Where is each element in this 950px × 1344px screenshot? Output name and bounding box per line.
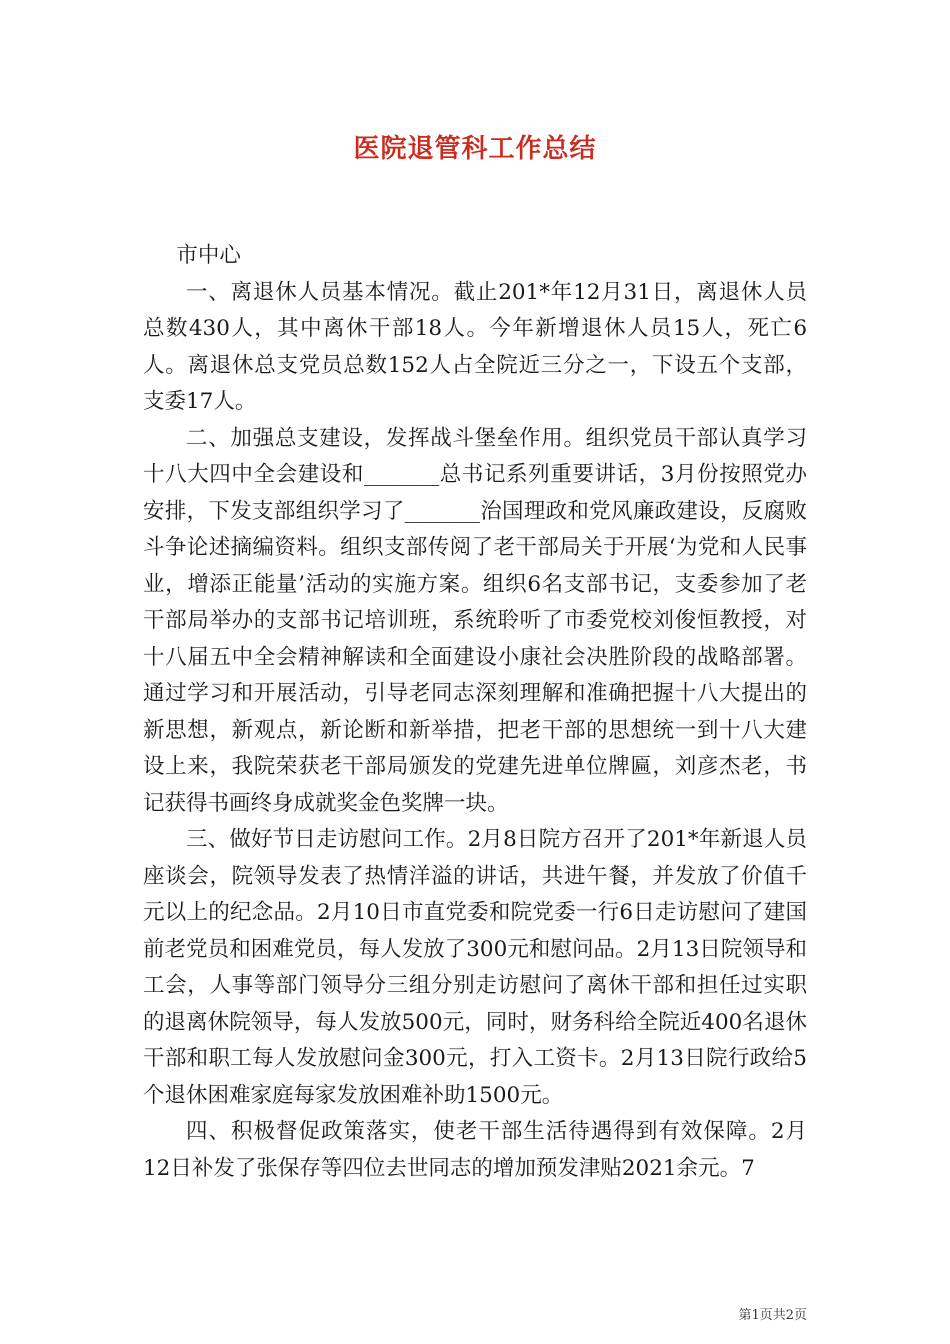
paragraph-holiday-visits: 三、做好节日走访慰问工作。2月8日院方召开了201*年新退人员座谈会，院领导发表了热情洋溢的讲话，共进午餐，并发放了价值千元以上的纪念品。2月10日市直党委和院党委一行6日走访慰问了建国前老党员和困难党员，每人发放了300元和慰问品。2月13日院领导和工会，人事等部门领导分三组分别走访慰问了离休干部和担任过实职的退离休院领导，每人发放500元，同时，财务科给全院近400名退休干部和职工每人发放慰问金300元，打入工资卡。2月13日院行政给5个退休困难家庭每家发放困难补助1500元。 <box>143 827 807 1108</box>
page-number: 第1页共2页 <box>738 1308 807 1323</box>
salutation: 市中心 <box>176 243 241 268</box>
paragraph-basic-info: 一、离退休人员基本情况。截止201*年12月31日，离退休人员总数430人，其中离休干部18人。今年新增退休人员15人，死亡6人。离退休总支党员总数152人占全院近三分之一，下设五个支部，支委17人。 <box>143 279 807 414</box>
document-body <box>143 238 807 1187</box>
document-title: 医院退管科工作总结 <box>353 134 597 164</box>
paragraph-policy-implementation: 四、积极督促政策落实，使老干部生活待遇得到有效保障。2月12日补发了张保存等四位去世同志的增加预发津贴2021余元。7 <box>143 1119 807 1181</box>
paragraph-branch-building: 二、加强总支建设，发挥战斗堡垒作用。组织党员干部认真学习十八大四中全会建设和_______总书记系列重要讲话，3月份按照党办安排，下发支部组织学习了_______治国理政和党风廉政建设，反腐败斗争论述摘编资料。组织支部传阅了老干部局关于开展‘为党和人民事业，增添正能量’活动的实施方案。组织6名支部书记，支委参加了老干部局举办的支部书记培训班，系统聆听了市委党校刘俊恒教授，对十八届五中全会精神解读和全面建设小康社会决胜阶段的战略部署。通过学习和开展活动，引导老同志深刻理解和准确把握十八大提出的新思想，新观点，新论断和新举措，把老干部的思想统一到十八大建设上来，我院荣获老干部局颁发的党建先进单位牌匾，刘彦杰老，书记获得书画终身成就奖金色奖牌一块。 <box>143 425 807 816</box>
